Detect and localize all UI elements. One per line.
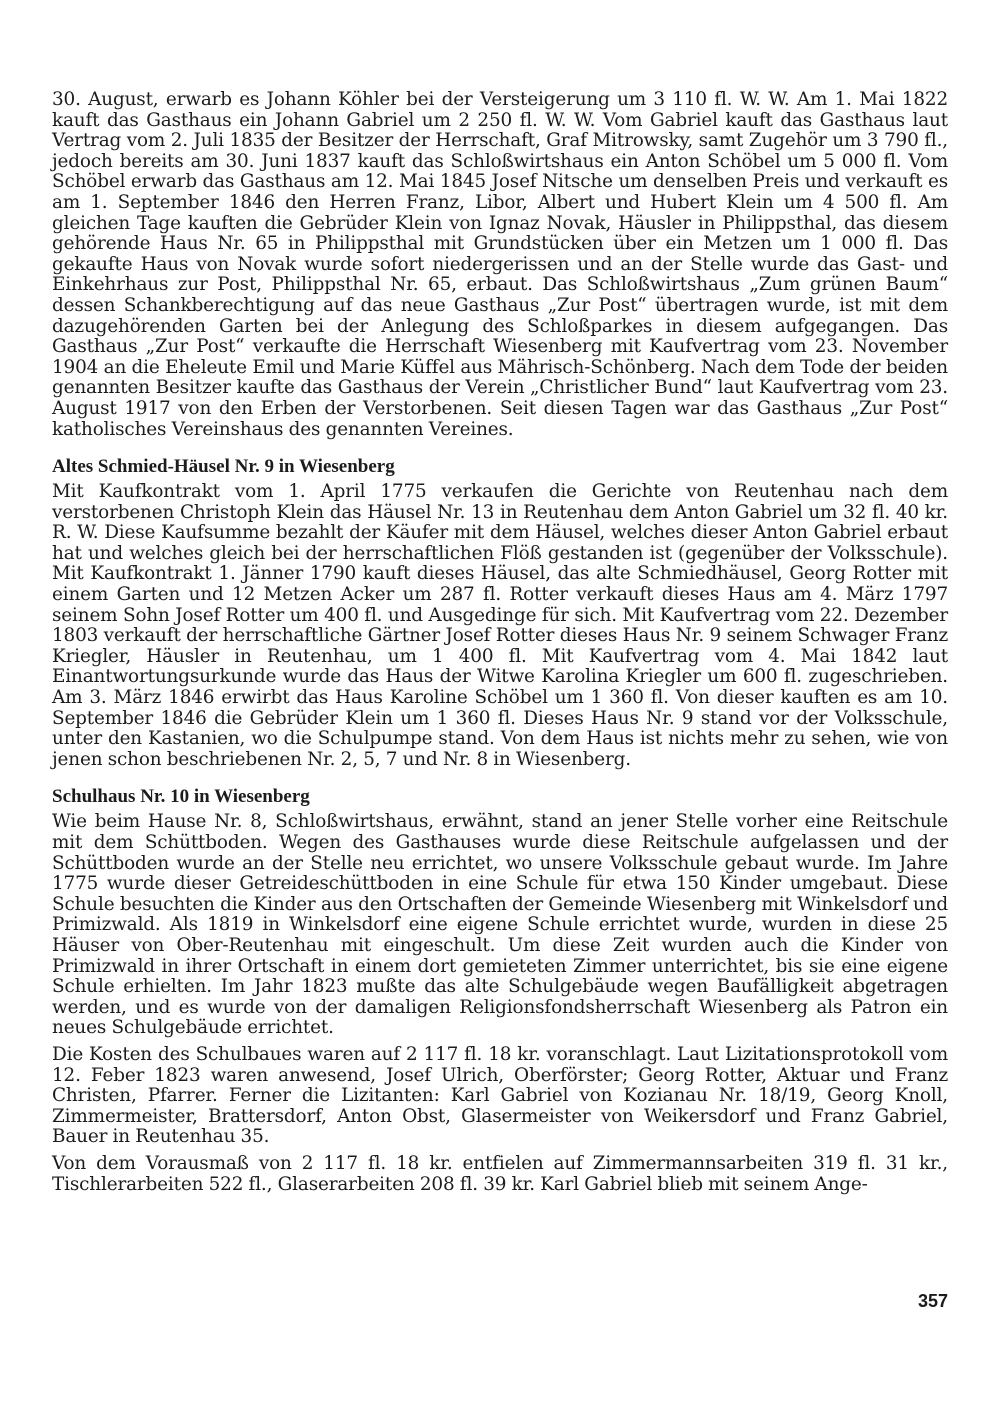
- paragraph-schmied-haeusel: Mit Kaufkontrakt vom 1. April 1775 verkaufen die Gerichte von Reutenhau nach dem verstorbenen Christoph Klein das Häusel Nr. 13 in Reutenhau dem Anton Gabriel um 32 fl. 40 kr. R. W. Diese Kaufsumme bezahlt der Käufer mit dem Häusel, welches dieser Anton Gabriel erbaut hat und welches gleich bei der herrschaftlichen Flöß gestanden ist (gegenüber der Volksschule). Mit Kaufkontrakt 1. Jänner 1790 kauft dieses Häusel, das alte Schmiedhäusel, Georg Rotter mit einem Garten und 12 Metzen Acker um 287 fl. Rotter verkauft dieses Haus am 4. März 1797 seinem Sohn Josef Rotter um 400 fl. und Ausgedinge für sich. Mit Kaufvertrag vom 22. Dezember 1803 verkauft der herrschaftliche Gärtner Josef Rotter dieses Haus Nr. 9 seinem Schwager Franz Kriegler, Häusler in Reutenhau, um 1 400 fl. Mit Kaufvertrag vom 4. Mai 1842 laut Einantwortungsurkunde wurde das Haus der Witwe Karolina Kriegler um 600 fl. zugeschrieben. Am 3. März 1846 erwirbt das Haus Karoline Schöbel um 1 360 fl. Von dieser kauften es am 10. September 1846 die Gebrüder Klein um 1 360 fl. Dieses Haus Nr. 9 stand vor der Volksschule, unter den Kastanien, wo die Schulpumpe stand. Von dem Haus ist nichts mehr zu sehen, wie von jenen schon beschriebenen Nr. 2, 5, 7 und Nr. 8 in Wiesenberg.: [52, 481, 948, 770]
- section-heading-schulhaus: Schulhaus Nr. 10 in Wiesenberg: [52, 786, 310, 808]
- paragraph-schulhaus-estimate: Von dem Vorausmaß von 2 117 fl. 18 kr. entfielen auf Zimmermannsarbeiten 319 fl. 31 kr., Tischlerarbeiten 522 fl., Glaserarbeiten 208 fl. 39 kr. Karl Gabriel blieb mit seinem Ange-: [52, 1152, 948, 1195]
- paragraph-schulhaus-history: Wie beim Hause Nr. 8, Schloßwirtshaus, erwähnt, stand an jener Stelle vorher eine Reitschule mit dem Schüttboden. Wegen des Gasthauses wurde diese Reitschule aufgelassen und der Schüttboden wurde an der Stelle neu errichtet, wo unsere Volksschule gebaut wurde. Im Jahre 1775 wurde dieser Getreideschüttboden in eine Schule für etwa 150 Kinder umgebaut. Diese Schule besuchten die Kinder aus den Ortschaften der Gemeinde Wiesenberg mit Winkelsdorf und Primizwald. Als 1819 in Winkelsdorf eine eigene Schule errichtet wurde, wurden in diese 25 Häuser von Ober-Reutenhau mit eingeschult. Um diese Zeit wurden auch die Kinder von Primizwald in ihrer Ortschaft in einem dort gemieteten Zimmer unterrichtet, bis sie eine eigene Schule erhielten. Im Jahr 1823 mußte das alte Schulgebäude wegen Baufälligkeit abgetragen werden, und es wurde von der damaligen Religionsfondsherrschaft Wiesenberg als Patron ein neues Schulgebäude errichtet.: [52, 811, 948, 1039]
- paragraph-intro: 30. August, erwarb es Johann Köhler bei der Versteigerung um 3 110 fl. W. W. Am 1. Mai 1822 kauft das Gasthaus ein Johann Gabriel um 2 250 fl. W. W. Vom Gabriel kauft das Gasthaus laut Vertrag vom 2. Juli 1835 der Besitzer der Herrschaft, Graf Mitrowsky, samt Zugehör um 3 790 fl., jedoch bereits am 30. Juni 1837 kauft das Schloßwirtshaus ein Anton Schöbel um 5 000 fl. Vom Schöbel erwarb das Gasthaus am 12. Mai 1845 Josef Nitsche um denselben Preis und verkauft es am 1. September 1846 den Herren Franz, Libor, Albert und Hubert Klein um 4 500 fl. Am gleichen Tage kauften die Gebrüder Klein von Ignaz Novak, Häusler in Philippsthal, das diesem gehörende Haus Nr. 65 in Philippsthal mit Grundstücken über ein Metzen um 1 000 fl. Das gekaufte Haus von Novak wurde sofort niedergerissen und an der Stelle wurde das Gast- und Einkehrhaus zur Post, Philippsthal Nr. 65, erbaut. Das Schloßwirtshaus „Zum grünen Baum“ dessen Schankberechtigung auf das neue Gasthaus „Zur Post“ übertragen wurde, ist mit dem dazugehörenden Garten bei der Anlegung des Schloßparkes in diesem aufgegangen. Das Gasthaus „Zur Post“ verkaufte die Herrschaft Wiesenberg mit Kaufvertrag vom 23. November 1904 an die Eheleute Emil und Marie Küffel aus Mährisch-Schönberg. Nach dem Tode der beiden genannten Besitzer kaufte das Gasthaus der Verein „Christlicher Bund“ laut Kaufvertrag vom 23. August 1917 von den Erben der Verstorbenen. Seit diesen Tagen war das Gasthaus „Zur Post“ katholisches Vereinshaus des genannten Vereines.: [52, 89, 948, 440]
- page-content: [52, 90, 948, 1195]
- section-heading-schmied-haeusel: Altes Schmied-Häusel Nr. 9 in Wiesenberg: [52, 456, 395, 478]
- page-number: 357: [917, 1291, 948, 1311]
- paragraph-schulhaus-costs: Die Kosten des Schulbaues waren auf 2 117 fl. 18 kr. voranschlagt. Laut Lizitationsprotokoll vom 12. Feber 1823 waren anwesend, Josef Ulrich, Oberförster; Georg Rotter, Aktuar und Franz Christen, Pfarrer. Ferner die Lizitanten: Karl Gabriel von Kozianau Nr. 18/19, Georg Knoll, Zimmermeister, Brattersdorf, Anton Obst, Glasermeister von Weikersdorf und Franz Gabriel, Bauer in Reutenhau 35.: [52, 1043, 948, 1148]
